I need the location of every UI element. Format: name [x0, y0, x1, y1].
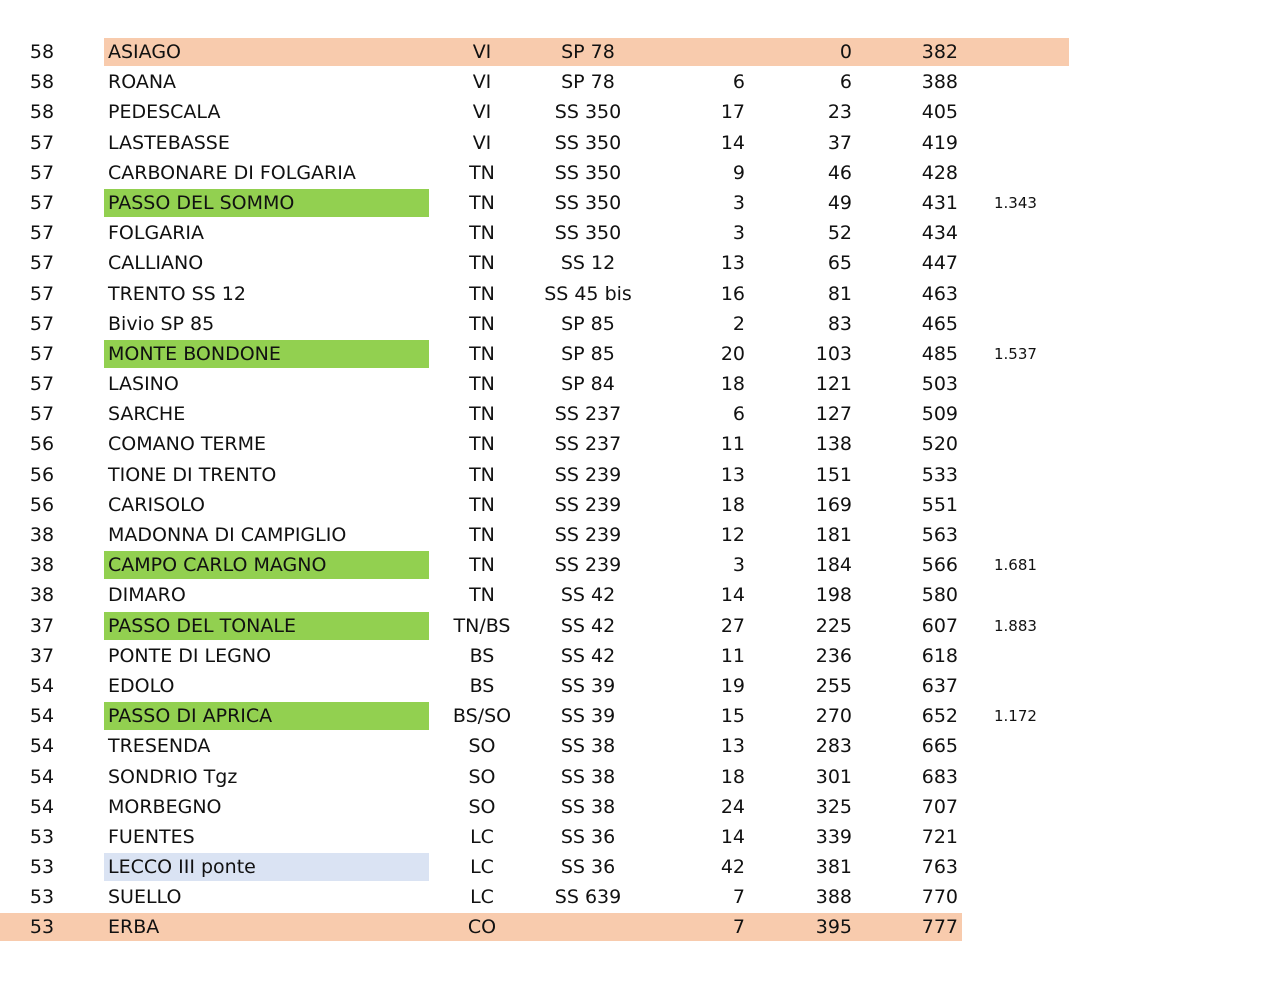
route-number-cell: 53 [29, 856, 55, 879]
cumulative-km-cell: 301 [815, 765, 852, 788]
altitude-cell: 1.681 [994, 556, 1037, 575]
total-km-cell: 434 [921, 222, 958, 245]
table-row [0, 399, 1264, 429]
cumulative-km-cell: 81 [827, 282, 852, 305]
location-name-cell: DIMARO [108, 584, 186, 607]
province-cell: BS [469, 644, 495, 667]
table-row [0, 369, 1264, 399]
segment-km-cell: 6 [732, 403, 745, 426]
location-name-cell: CARBONARE DI FOLGARIA [108, 161, 356, 184]
route-number-cell: 56 [29, 433, 55, 456]
segment-km-cell: 14 [720, 584, 745, 607]
table-row [0, 701, 1264, 731]
total-km-cell: 447 [921, 252, 958, 275]
road-cell: SS 237 [554, 403, 622, 426]
road-cell: SS 42 [560, 614, 616, 637]
total-km-cell: 405 [921, 101, 958, 124]
table-row [0, 822, 1264, 852]
location-name-cell: MONTE BONDONE [108, 342, 281, 365]
total-km-cell: 551 [921, 493, 958, 516]
route-number-cell: 54 [29, 674, 55, 697]
table-row [0, 580, 1264, 610]
province-cell: VI [472, 71, 492, 94]
route-number-cell: 53 [29, 825, 55, 848]
cumulative-km-cell: 65 [827, 252, 852, 275]
cumulative-km-cell: 325 [815, 795, 852, 818]
road-cell: SP 84 [561, 373, 615, 396]
total-km-cell: 428 [921, 161, 958, 184]
altitude-cell [994, 279, 1064, 309]
total-km-cell: 665 [921, 735, 958, 758]
altitude-cell [994, 822, 1064, 852]
province-cell: TN [469, 373, 495, 396]
road-cell: SS 350 [554, 131, 622, 154]
province-cell: CO [467, 916, 497, 939]
province-cell: TN [469, 493, 495, 516]
table-row [0, 279, 1264, 309]
cumulative-km-cell: 184 [815, 554, 852, 577]
table-row [0, 762, 1264, 792]
table-row [0, 912, 1264, 942]
province-cell: VI [472, 101, 492, 124]
table-row [0, 550, 1264, 580]
road-cell: SP 78 [561, 41, 615, 63]
segment-km-cell: 13 [720, 735, 745, 758]
cumulative-km-cell: 169 [815, 493, 852, 516]
segment-km-cell: 11 [720, 644, 745, 667]
segment-km-cell: 17 [720, 101, 745, 124]
total-km-cell: 463 [921, 282, 958, 305]
total-km-cell: 770 [921, 886, 958, 909]
table-row [0, 792, 1264, 822]
altitude-cell [994, 67, 1064, 97]
province-cell: TN [469, 161, 495, 184]
table-row [0, 218, 1264, 248]
cumulative-km-cell: 83 [827, 312, 852, 335]
road-cell: SS 42 [560, 644, 616, 667]
total-km-cell: 503 [921, 373, 958, 396]
table-row [0, 731, 1264, 761]
cumulative-km-cell: 388 [815, 886, 852, 909]
total-km-cell: 431 [921, 191, 958, 214]
altitude-cell: 1.537 [994, 344, 1037, 363]
road-cell: SS 38 [560, 735, 616, 758]
route-number-cell: 57 [29, 403, 55, 426]
location-name-cell: LECCO III ponte [108, 856, 256, 879]
route-number-cell: 38 [29, 584, 55, 607]
cumulative-km-cell: 236 [815, 644, 852, 667]
table-row [0, 37, 1264, 67]
altitude-cell [994, 792, 1064, 822]
location-name-cell: LASTEBASSE [108, 131, 230, 154]
segment-km-cell: 7 [732, 916, 745, 939]
location-name-cell: EDOLO [108, 674, 175, 697]
table-row [0, 460, 1264, 490]
cumulative-km-cell: 151 [815, 463, 852, 486]
total-km-cell: 637 [921, 674, 958, 697]
altitude-cell [994, 369, 1064, 399]
table-row [0, 97, 1264, 127]
segment-km-cell: 11 [720, 433, 745, 456]
altitude-cell [994, 520, 1064, 550]
altitude-cell [994, 399, 1064, 429]
province-cell: SO [468, 735, 496, 758]
location-name-cell: ROANA [108, 71, 177, 94]
location-name-cell: SONDRIO Tgz [108, 765, 238, 788]
altitude-cell [994, 158, 1064, 188]
province-cell: BS/SO [452, 705, 512, 728]
total-km-cell: 721 [921, 825, 958, 848]
location-name-cell: FUENTES [108, 825, 195, 848]
road-cell: SS 237 [554, 433, 622, 456]
road-cell: SS 12 [560, 252, 616, 275]
segment-km-cell: 9 [732, 161, 745, 184]
route-number-cell: 54 [29, 705, 55, 728]
province-cell: LC [470, 886, 494, 909]
total-km-cell: 763 [921, 856, 958, 879]
table-row [0, 520, 1264, 550]
route-number-cell: 57 [29, 373, 55, 396]
location-name-cell: PEDESCALA [108, 101, 221, 124]
table-row [0, 67, 1264, 97]
segment-km-cell: 3 [732, 222, 745, 245]
altitude-cell [994, 912, 1064, 942]
province-cell: TN [469, 403, 495, 426]
segment-km-cell: 16 [720, 282, 745, 305]
route-number-cell: 56 [29, 463, 55, 486]
segment-km-cell: 18 [720, 373, 745, 396]
segment-km-cell: 19 [720, 674, 745, 697]
altitude-cell [994, 762, 1064, 792]
route-number-cell: 37 [29, 644, 55, 667]
segment-km-cell: 12 [720, 524, 745, 546]
total-km-cell: 563 [921, 524, 958, 546]
cumulative-km-cell: 181 [815, 524, 852, 546]
altitude-cell: 1.343 [994, 193, 1037, 212]
road-cell: SS 239 [554, 524, 622, 546]
altitude-cell [994, 671, 1064, 701]
altitude-cell [994, 731, 1064, 761]
location-name-cell: SARCHE [108, 403, 186, 426]
segment-km-cell: 2 [732, 312, 745, 335]
route-number-cell: 38 [29, 524, 55, 546]
total-km-cell: 652 [921, 705, 958, 728]
province-cell: BS [469, 674, 495, 697]
province-cell: TN [469, 222, 495, 245]
route-number-cell: 58 [29, 101, 55, 124]
province-cell: TN [469, 554, 495, 577]
table-row [0, 128, 1264, 158]
location-name-cell: ERBA [108, 916, 160, 939]
total-km-cell: 607 [921, 614, 958, 637]
cumulative-km-cell: 198 [815, 584, 852, 607]
province-cell: TN [469, 252, 495, 275]
altitude-cell [994, 218, 1064, 248]
province-cell: LC [470, 856, 494, 879]
road-cell: SS 350 [554, 161, 622, 184]
total-km-cell: 683 [921, 765, 958, 788]
cumulative-km-cell: 23 [827, 101, 852, 124]
province-cell: SO [468, 765, 496, 788]
province-cell: TN [469, 191, 495, 214]
segment-km-cell: 18 [720, 493, 745, 516]
total-km-cell: 566 [921, 554, 958, 577]
segment-km-cell: 42 [720, 856, 745, 879]
road-cell: SS 38 [560, 765, 616, 788]
segment-km-cell: 3 [732, 191, 745, 214]
road-cell: SS 39 [560, 674, 616, 697]
total-km-cell: 485 [921, 342, 958, 365]
altitude-cell [994, 460, 1064, 490]
province-cell: TN [469, 524, 495, 546]
route-number-cell: 57 [29, 191, 55, 214]
cumulative-km-cell: 121 [815, 373, 852, 396]
route-number-cell: 57 [29, 222, 55, 245]
cumulative-km-cell: 395 [815, 916, 852, 939]
road-cell: SS 239 [554, 463, 622, 486]
road-cell [532, 912, 644, 942]
cumulative-km-cell: 339 [815, 825, 852, 848]
total-km-cell: 382 [921, 41, 958, 63]
altitude-cell [994, 429, 1064, 459]
altitude-cell [994, 490, 1064, 520]
segment-km-cell: 15 [720, 705, 745, 728]
total-km-cell: 618 [921, 644, 958, 667]
cumulative-km-cell: 46 [827, 161, 852, 184]
province-cell: VI [472, 131, 492, 154]
total-km-cell: 509 [921, 403, 958, 426]
route-number-cell: 53 [29, 916, 55, 939]
province-cell: TN/BS [453, 614, 511, 637]
cumulative-km-cell: 103 [815, 342, 852, 365]
route-number-cell: 57 [29, 252, 55, 275]
altitude-cell: 1.883 [994, 616, 1037, 635]
cumulative-km-cell: 138 [815, 433, 852, 456]
location-name-cell: ASIAGO [108, 41, 182, 63]
location-name-cell: PONTE DI LEGNO [108, 644, 272, 667]
cumulative-km-cell: 49 [827, 191, 852, 214]
road-cell: SS 36 [560, 825, 616, 848]
location-name-cell: CARISOLO [108, 493, 205, 516]
table-row [0, 248, 1264, 278]
altitude-cell [994, 580, 1064, 610]
location-name-cell: CALLIANO [108, 252, 204, 275]
route-number-cell: 56 [29, 493, 55, 516]
road-cell: SP 85 [561, 342, 615, 365]
road-cell: SS 350 [554, 222, 622, 245]
route-number-cell: 57 [29, 312, 55, 335]
route-number-cell: 57 [29, 342, 55, 365]
cumulative-km-cell: 283 [815, 735, 852, 758]
province-cell: TN [469, 312, 495, 335]
altitude-cell [994, 309, 1064, 339]
table-row [0, 671, 1264, 701]
segment-km-cell: 13 [720, 252, 745, 275]
location-name-cell: TIONE DI TRENTO [108, 463, 277, 486]
altitude-cell: 1.172 [994, 707, 1037, 726]
cumulative-km-cell: 52 [827, 222, 852, 245]
segment-km-cell: 7 [732, 886, 745, 909]
segment-km-cell: 14 [720, 825, 745, 848]
segment-km-cell: 13 [720, 463, 745, 486]
location-name-cell: MADONNA DI CAMPIGLIO [108, 524, 347, 546]
total-km-cell: 388 [921, 71, 958, 94]
province-cell: TN [469, 282, 495, 305]
location-name-cell: PASSO DEL TONALE [108, 614, 296, 637]
province-cell: VI [472, 41, 492, 63]
altitude-cell [994, 128, 1064, 158]
total-km-cell: 419 [921, 131, 958, 154]
altitude-cell [994, 641, 1064, 671]
cumulative-km-cell: 381 [815, 856, 852, 879]
location-name-cell: CAMPO CARLO MAGNO [108, 554, 327, 577]
segment-km-cell: 14 [720, 131, 745, 154]
total-km-cell: 707 [921, 795, 958, 818]
road-cell: SS 42 [560, 584, 616, 607]
cumulative-km-cell: 0 [839, 41, 852, 63]
route-number-cell: 57 [29, 131, 55, 154]
route-number-cell: 54 [29, 795, 55, 818]
road-cell: SS 45 bis [544, 282, 632, 305]
route-number-cell: 57 [29, 282, 55, 305]
road-cell: SP 85 [561, 312, 615, 335]
segment-km-cell: 18 [720, 765, 745, 788]
location-name-cell: SUELLO [108, 886, 182, 909]
location-name-cell: TRESENDA [108, 735, 211, 758]
road-cell: SS 36 [560, 856, 616, 879]
province-cell: TN [469, 463, 495, 486]
route-number-cell: 58 [29, 71, 55, 94]
cumulative-km-cell: 225 [815, 614, 852, 637]
altitude-cell [994, 37, 1064, 67]
route-table [0, 37, 1264, 943]
road-cell: SS 350 [554, 101, 622, 124]
location-name-cell: MORBEGNO [108, 795, 222, 818]
table-row [0, 882, 1264, 912]
cumulative-km-cell: 6 [839, 71, 852, 94]
route-number-cell: 37 [29, 614, 55, 637]
cumulative-km-cell: 127 [815, 403, 852, 426]
total-km-cell: 533 [921, 463, 958, 486]
segment-km-cell [660, 37, 745, 67]
table-row [0, 641, 1264, 671]
segment-km-cell: 27 [720, 614, 745, 637]
location-name-cell: COMANO TERME [108, 433, 267, 456]
location-name-cell: LASINO [108, 373, 179, 396]
route-number-cell: 53 [29, 886, 55, 909]
province-cell: LC [470, 825, 494, 848]
total-km-cell: 465 [921, 312, 958, 335]
segment-km-cell: 6 [732, 71, 745, 94]
road-cell: SS 350 [554, 191, 622, 214]
route-number-cell: 58 [29, 41, 55, 63]
cumulative-km-cell: 255 [815, 674, 852, 697]
road-cell: SS 39 [560, 705, 616, 728]
table-row [0, 490, 1264, 520]
location-name-cell: PASSO DI APRICA [108, 705, 273, 728]
province-cell: SO [468, 795, 496, 818]
total-km-cell: 777 [921, 916, 958, 939]
road-cell: SS 639 [554, 886, 622, 909]
table-row [0, 339, 1264, 369]
altitude-cell [994, 248, 1064, 278]
cumulative-km-cell: 37 [827, 131, 852, 154]
altitude-cell [994, 852, 1064, 882]
route-number-cell: 38 [29, 554, 55, 577]
road-cell: SP 78 [561, 71, 615, 94]
table-row [0, 852, 1264, 882]
route-number-cell: 54 [29, 765, 55, 788]
location-name-cell: FOLGARIA [108, 222, 204, 245]
segment-km-cell: 3 [732, 554, 745, 577]
location-name-cell: TRENTO SS 12 [108, 282, 246, 305]
table-row [0, 188, 1264, 218]
table-row [0, 309, 1264, 339]
table-row [0, 429, 1264, 459]
province-cell: TN [469, 433, 495, 456]
road-cell: SS 239 [554, 493, 622, 516]
road-cell: SS 38 [560, 795, 616, 818]
province-cell: TN [469, 584, 495, 607]
total-km-cell: 520 [921, 433, 958, 456]
road-cell: SS 239 [554, 554, 622, 577]
segment-km-cell: 20 [720, 342, 745, 365]
location-name-cell: Bivio SP 85 [108, 312, 215, 335]
location-name-cell: PASSO DEL SOMMO [108, 191, 295, 214]
altitude-cell [994, 882, 1064, 912]
total-km-cell: 580 [921, 584, 958, 607]
table-row [0, 611, 1264, 641]
altitude-cell [994, 97, 1064, 127]
segment-km-cell: 24 [720, 795, 745, 818]
province-cell: TN [469, 342, 495, 365]
route-number-cell: 54 [29, 735, 55, 758]
cumulative-km-cell: 270 [815, 705, 852, 728]
route-number-cell: 57 [29, 161, 55, 184]
table-row [0, 158, 1264, 188]
